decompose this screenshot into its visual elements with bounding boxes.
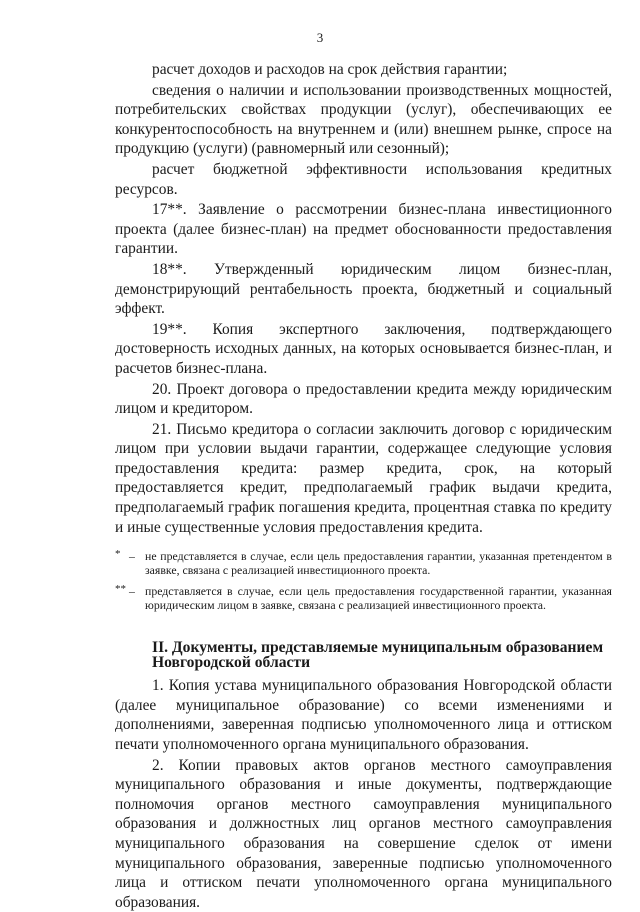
footnote-text: представляется в случае, если цель предоставления государственной гарантии, указанная юридическим лицом в заявке, связана с реализацией инвестиционного проекта.: [145, 584, 612, 612]
section-heading-line-2: Новгородской области: [152, 654, 311, 672]
footnote-double-star: [115, 585, 612, 612]
paragraph-item-17: 17**. Заявление о рассмотрении бизнес-плана инвестиционного проекта (далее бизнес-план) на предмет обоснованности предоставления гарантии.: [115, 201, 612, 258]
section-heading: [152, 640, 612, 670]
paragraph-item-19: 19**. Копия экспертного заключения, подтверждающего достоверность исходных данных, на которых основывается бизнес-план, и расчетов бизнес-плана.: [115, 320, 612, 377]
paragraph-production-capacity: сведения о наличии и использовании производственных мощностей, потребительских свойствах продукции (услуг), обеспечивающих ее конкурентоспособность на внутреннем и (или) внешнем рынке, спросе на продукцию (услуги) (равномерный или сезонный);: [115, 81, 612, 158]
paragraph-budget-efficiency: расчет бюджетной эффективности использования кредитных ресурсов.: [115, 160, 612, 198]
footnote-mark: **: [115, 583, 126, 596]
document-body: [115, 60, 612, 912]
paragraph-item-20: 20. Проект договора о предоставлении кредита между юридическим лицом и кредитором.: [115, 380, 612, 418]
footnote-single-star: [115, 550, 612, 577]
footnote-mark: *: [115, 548, 121, 561]
footnotes: [115, 550, 612, 612]
page-number: 3: [316, 30, 324, 45]
paragraph-income-expenses: расчет доходов и расходов на срок действия гарантии;: [152, 61, 508, 78]
paragraph-item-18: 18**. Утвержденный юридическим лицом бизнес-план, демонстрирующий рентабельность проекта, бюджетный и социальный эффект.: [115, 260, 612, 318]
paragraph-section2-item-2: 2. Копии правовых актов органов местного самоуправления муниципального образования и иные документы, подтверждающие полномочия органов местного самоуправления муниципального образования и должностных лиц органов местного самоуправления муниципального образования на совершение сделок от имени муниципального образования, заверенные подписью уполномоченного лица и оттиском печати уполномоченного органа муниципального образования.: [115, 756, 612, 911]
section-heading-line-1: II. Документы, представляемые муниципальным образованием: [152, 639, 604, 657]
paragraph-section2-item-1: 1. Копия устава муниципального образования Новгородской области (далее муниципальное образование) со всеми изменениями и дополнениями, заверенная подписью уполномоченного лица и оттиском печати уполномоченного органа муниципального образования.: [115, 677, 612, 754]
footnote-text: не представляется в случае, если цель предоставления гарантии, указанная претендентом в заявке, связана с реализацией инвестиционного проекта.: [145, 549, 612, 577]
footnote-dash: –: [129, 584, 135, 599]
footnote-dash: –: [129, 549, 135, 564]
paragraph-item-21: 21. Письмо кредитора о согласии заключить договор с юридическим лицом при условии выдачи гарантии, содержащее следующие условия предоставления кредита: размер кредита, срок, на который предоставляется кредит, предполагаемый график выдачи кредита, предполагаемый график погашения кредита, процентная ставка по кредиту и иные существенные условия предоставления кредита.: [115, 420, 612, 536]
